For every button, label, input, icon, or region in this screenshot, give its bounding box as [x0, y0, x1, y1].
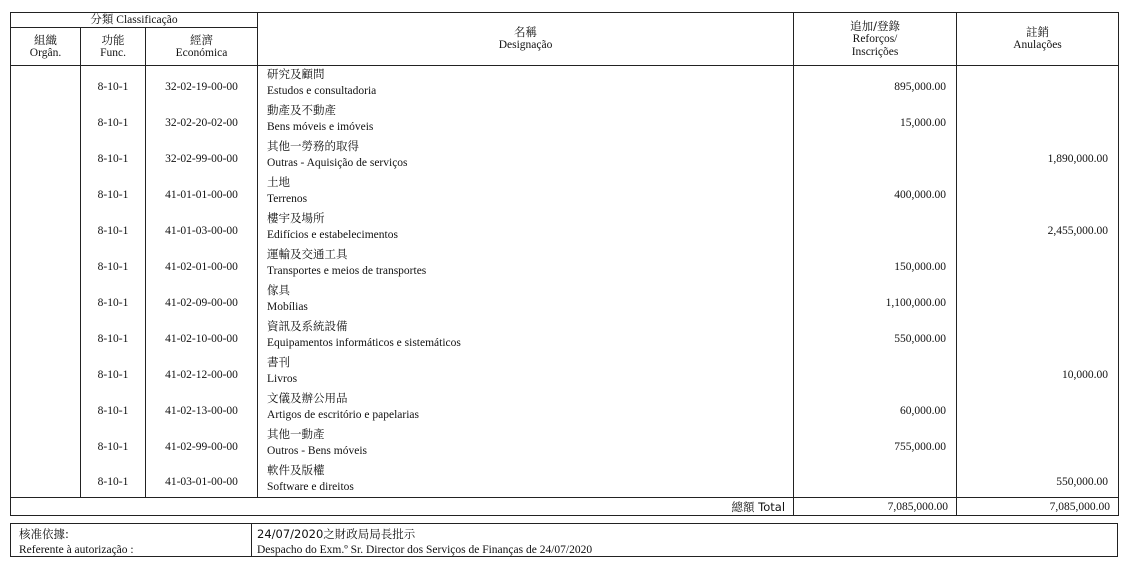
anulacoes-cell	[957, 246, 1119, 282]
anulacoes-cell	[957, 102, 1119, 138]
func-cell: 8-10-1	[81, 354, 146, 390]
table-row	[11, 426, 1119, 462]
total-anulacoes: 7,085,000.00	[957, 498, 1119, 516]
econ-cell: 32-02-20-02-00	[146, 102, 258, 138]
budget-rows	[11, 66, 1119, 498]
econ-cell: 41-03-01-00-00	[146, 462, 258, 498]
anulacoes-cell	[957, 66, 1119, 102]
anulacoes-header	[957, 13, 1119, 66]
reforcos-cell: 150,000.00	[794, 246, 957, 282]
designation-pt: Artigos de escritório e papelarias	[267, 408, 420, 421]
func-cell: 8-10-1	[81, 390, 146, 426]
econ-header-pt: Económica	[175, 46, 228, 59]
total-reforcos: 7,085,000.00	[794, 498, 957, 516]
designation-cell	[258, 102, 794, 138]
designation-cell	[258, 246, 794, 282]
designation-cell	[258, 174, 794, 210]
func-cell: 8-10-1	[81, 282, 146, 318]
designation-zh: 土地	[267, 174, 291, 189]
designation-pt: Livros	[267, 372, 298, 385]
organ-header-pt: Orgân.	[29, 46, 62, 59]
designation-zh: 研究及顧問	[267, 67, 325, 81]
designation-pt: Bens móveis e imóveis	[267, 120, 374, 133]
designation-zh: 樓宇及場所	[267, 210, 325, 225]
organ-cell	[11, 138, 81, 174]
func-header-pt: Func.	[100, 46, 126, 59]
designation-pt: Outras - Aquisição de serviços	[267, 156, 408, 169]
authorization-footer	[10, 523, 1118, 557]
total-label	[11, 498, 794, 516]
designation-zh: 書刊	[267, 354, 291, 369]
reforcos-cell: 755,000.00	[794, 426, 957, 462]
func-cell: 8-10-1	[81, 174, 146, 210]
anulacoes-cell	[957, 174, 1119, 210]
econ-cell: 32-02-19-00-00	[146, 66, 258, 102]
organ-cell	[11, 318, 81, 354]
anulacoes-cell	[957, 318, 1119, 354]
organ-header-zh: 組織	[34, 32, 57, 47]
table-row	[11, 210, 1119, 246]
organ-cell	[11, 390, 81, 426]
authorization-reference	[257, 526, 592, 558]
reforcos-cell: 400,000.00	[794, 174, 957, 210]
budget-document	[10, 12, 1118, 516]
table-row	[11, 66, 1119, 102]
designation-cell	[258, 318, 794, 354]
anulacoes-header-zh: 註銷	[1026, 25, 1050, 39]
econ-cell: 41-02-09-00-00	[146, 282, 258, 318]
func-cell: 8-10-1	[81, 102, 146, 138]
econ-cell: 41-02-99-00-00	[146, 426, 258, 462]
econ-cell: 32-02-99-00-00	[146, 138, 258, 174]
reforcos-cell: 60,000.00	[794, 390, 957, 426]
anulacoes-cell	[957, 426, 1119, 462]
designation-pt: Mobílias	[267, 300, 308, 313]
authorization-reference-pt: Despacho do Exm.º Sr. Director dos Serviços de Finanças de 24/07/2020	[257, 544, 593, 556]
designation-cell	[258, 354, 794, 390]
footer-divider	[251, 524, 252, 556]
reforcos-cell: 15,000.00	[794, 102, 957, 138]
designation-pt: Outros - Bens móveis	[267, 444, 367, 457]
designation-cell	[258, 210, 794, 246]
organ-cell	[11, 210, 81, 246]
authorization-label-pt: Referente à autorização :	[19, 544, 134, 556]
total-row	[11, 498, 1119, 516]
designation-zh: 文儀及辦公用品	[267, 390, 348, 405]
designation-cell	[258, 390, 794, 426]
func-cell: 8-10-1	[81, 426, 146, 462]
designation-pt: Terrenos	[267, 192, 308, 205]
table-row	[11, 174, 1119, 210]
organ-cell	[11, 282, 81, 318]
econ-cell: 41-02-12-00-00	[146, 354, 258, 390]
table-row	[11, 354, 1119, 390]
organ-cell	[11, 426, 81, 462]
organ-cell	[11, 174, 81, 210]
organ-cell	[11, 462, 81, 498]
reforcos-cell	[794, 462, 957, 498]
anulacoes-cell	[957, 282, 1119, 318]
designation-cell	[258, 426, 794, 462]
designation-zh: 其他一勞務的取得	[267, 138, 360, 153]
reforcos-cell	[794, 138, 957, 174]
table-row	[11, 318, 1119, 354]
organ-cell	[11, 102, 81, 138]
reforcos-cell: 895,000.00	[794, 66, 957, 102]
designation-pt: Estudos e consultadoria	[267, 85, 377, 97]
anulacoes-cell: 10,000.00	[957, 354, 1119, 390]
reforcos-cell	[794, 354, 957, 390]
anulacoes-cell: 1,890,000.00	[957, 138, 1119, 174]
table-row	[11, 246, 1119, 282]
func-cell: 8-10-1	[81, 246, 146, 282]
designation-zh: 運輸及交通工具	[267, 246, 348, 261]
func-cell: 8-10-1	[81, 318, 146, 354]
designation-pt: Equipamentos informáticos e sistemáticos	[267, 336, 461, 349]
designation-cell	[258, 462, 794, 498]
reforcos-header-pt1: Reforços/	[852, 32, 898, 45]
reforcos-header	[794, 13, 957, 66]
designation-cell	[258, 66, 794, 102]
func-header-zh: 功能	[101, 32, 125, 47]
classification-group-header: 分類 Classificação	[11, 13, 258, 28]
econ-header-zh: 經濟	[190, 32, 213, 47]
designation-zh: 其他一動產	[267, 426, 325, 441]
designation-cell	[258, 282, 794, 318]
func-cell: 8-10-1	[81, 66, 146, 102]
organ-cell	[11, 66, 81, 102]
designation-pt: Transportes e meios de transportes	[267, 264, 427, 277]
budget-table	[10, 12, 1119, 516]
anulacoes-header-pt: Anulações	[1013, 39, 1062, 51]
func-header	[81, 28, 146, 66]
designation-header-pt: Designação	[498, 39, 553, 51]
econ-cell: 41-02-01-00-00	[146, 246, 258, 282]
func-cell: 8-10-1	[81, 462, 146, 498]
designation-header-zh: 名稱	[514, 25, 538, 39]
func-cell: 8-10-1	[81, 138, 146, 174]
authorization-reference-zh: 24/07/2020之財政局局長批示	[257, 527, 416, 541]
designation-zh: 動產及不動產	[267, 102, 337, 117]
organ-cell	[11, 354, 81, 390]
total-label-text: 總額 Total	[731, 499, 786, 514]
econ-cell: 41-02-10-00-00	[146, 318, 258, 354]
organ-header	[11, 28, 81, 66]
authorization-label-zh: 核准依據:	[19, 527, 69, 541]
anulacoes-cell: 2,455,000.00	[957, 210, 1119, 246]
anulacoes-cell: 550,000.00	[957, 462, 1119, 498]
table-row	[11, 138, 1119, 174]
designation-pt: Software e direitos	[267, 480, 354, 493]
designation-zh: 資訊及系統設備	[267, 318, 348, 333]
table-row	[11, 462, 1119, 498]
reforcos-cell: 1,100,000.00	[794, 282, 957, 318]
designation-cell	[258, 138, 794, 174]
reforcos-header-pt2: Inscrições	[851, 45, 899, 58]
organ-cell	[11, 246, 81, 282]
table-row	[11, 282, 1119, 318]
designation-zh: 傢具	[267, 282, 291, 297]
econ-cell: 41-01-01-00-00	[146, 174, 258, 210]
reforcos-cell: 550,000.00	[794, 318, 957, 354]
authorization-label	[19, 526, 134, 558]
designation-pt: Edifícios e estabelecimentos	[267, 228, 398, 241]
econ-header	[146, 28, 258, 66]
designation-header	[258, 13, 794, 66]
table-row	[11, 390, 1119, 426]
reforcos-header-zh: 追加/登錄	[850, 18, 900, 33]
reforcos-cell	[794, 210, 957, 246]
econ-cell: 41-02-13-00-00	[146, 390, 258, 426]
func-cell: 8-10-1	[81, 210, 146, 246]
table-row	[11, 102, 1119, 138]
anulacoes-cell	[957, 390, 1119, 426]
designation-zh: 軟件及版權	[267, 462, 325, 477]
econ-cell: 41-01-03-00-00	[146, 210, 258, 246]
